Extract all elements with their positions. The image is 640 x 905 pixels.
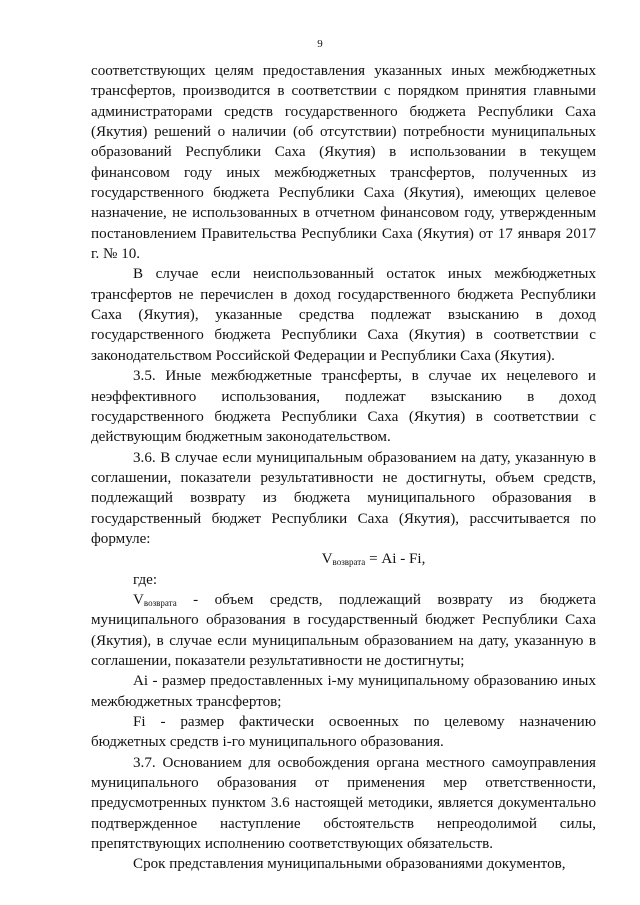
formula [91,549,596,569]
paragraph-3-7: 3.7. Основанием для освобождения органа местного самоуправления муниципального образования от применения мер ответственности, предусмотренных пунктом 3.6 настоящей методики, является документально подтвержденное наступление обстоятельств непреодолимой силы, препятствующих исполнению соответствующих обязательств. [91,754,596,853]
paragraph-1-continuation: соответствующих целям предоставления указанных иных межбюджетных трансфертов, производится в соответствии с порядком принятия главными администраторами средств государственного бюджета Республики Саха (Якутия) решений о наличии (об отсутствии) потребности муниципальных образований Республики Саха (Якутия) в использовании в текущем финансовом году иных межбюджетных трансфертов, полученных из государственного бюджета Республики Саха (Якутия), имеющих целевое назначение, не использованных в отчетном финансовом году, утвержденным постановлением Правительства Республики Саха (Якутия) от 17 января 2017 г. № 10. [91,63,596,263]
paragraph-unused-remainder: В случае если неиспользованный остаток иных межбюджетных трансфертов не перечислен в доход государственного бюджета Республики Саха (Якутия), указанные средства подлежат взысканию в доход государственного бюджета Республики Саха (Якутия) в соответствии с законодательством Российской Федерации и Республики Саха (Якутия). [91,266,596,364]
where-label: где: [133,571,158,588]
paragraph-3-6: 3.6. В случае если муниципальным образованием на дату, указанную в соглашении, показатели результативности не достигнуты, объем средств, подлежащий возврату из бюджета муниципального образования в государственный бюджет Республики Саха (Якутия), рассчитывается по формуле: [91,449,596,547]
formula-rhs: = Ai - Fi, [365,551,426,568]
definition-v-text: - объем средств, подлежащий возврату из бюджета муниципального образования в государственный бюджет Республики Саха (Якутия), в случае если муниципальным образованием на дату, указанную в соглашении, показатели результативности не достигнуты; [91,591,596,669]
definition-v-subscript: возврата [143,597,177,608]
formula-lhs: V [321,551,333,568]
paragraph-3-5: 3.5. Иные межбюджетные трансферты, в случае их нецелевого и неэффективного использования, подлежат взысканию в доход государственного бюджета Республики Саха (Якутия) в соответствии с действующим бюджетным законодательством. [91,368,596,446]
document-body [91,61,596,875]
paragraph-deadline: Срок представления муниципальными образованиями документов, [133,856,566,873]
formula-lhs-subscript: возврата [332,557,366,568]
definition-v-return [91,590,596,671]
page-number: 9 [317,38,323,50]
definition-v-symbol: V [133,591,144,608]
definition-ai: Ai - размер предоставленных i-му муниципальному образованию иных межбюджетных трансфертов; [91,673,596,710]
definition-fi: Fi - размер фактически освоенных по целевому назначению бюджетных средств i-го муниципального образования. [91,714,596,751]
